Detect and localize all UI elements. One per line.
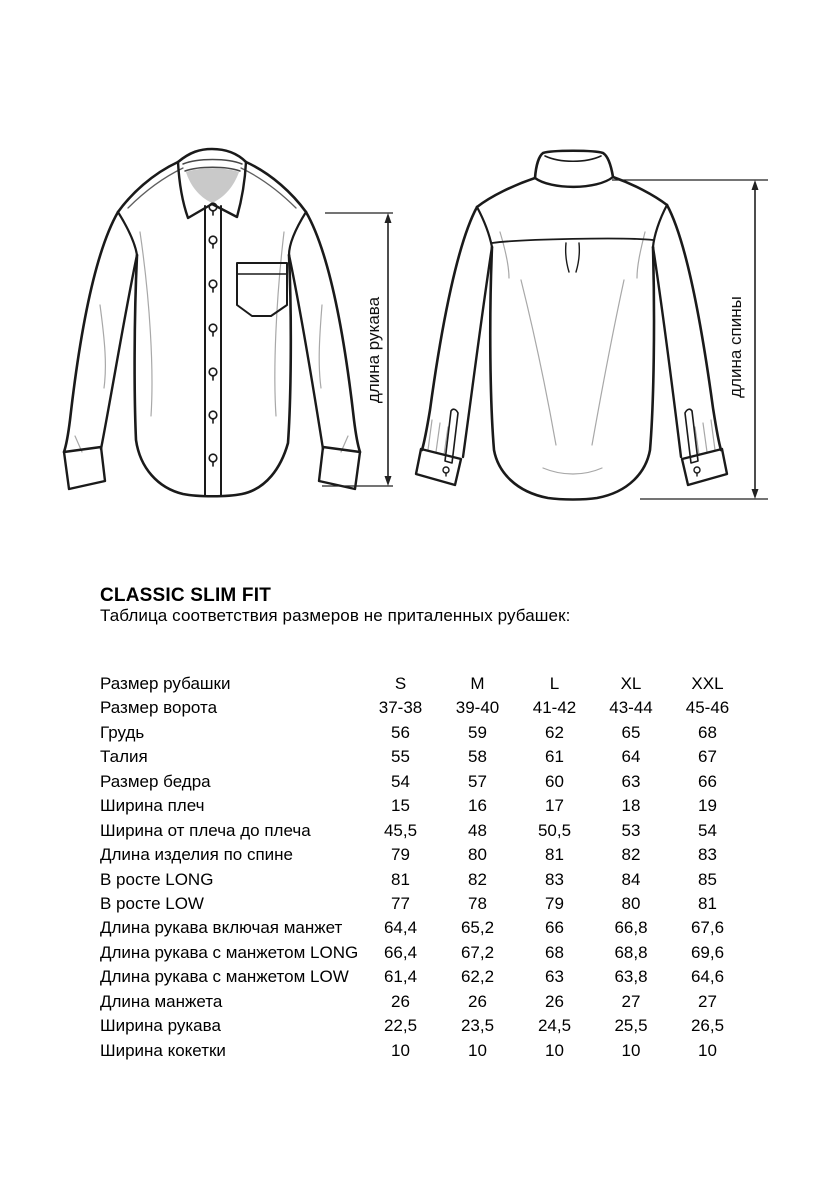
size-value: 54 (698, 820, 717, 840)
row-label: Ширина плеч (100, 796, 205, 816)
arrowhead-up-icon (752, 180, 759, 190)
size-value: 67,2 (460, 942, 495, 962)
size-value: 68 (698, 722, 717, 742)
table-row (100, 819, 748, 843)
size-value: 10 (621, 1040, 641, 1060)
page-title: CLASSIC SLIM FIT (100, 585, 272, 606)
size-value: 16 (468, 796, 487, 816)
size-value: 26 (545, 991, 564, 1011)
size-value: 85 (698, 869, 717, 889)
size-value: 81 (391, 869, 410, 889)
size-value: 10 (391, 1040, 410, 1060)
table-row (100, 868, 748, 892)
size-value: 61 (545, 747, 564, 767)
table-row (100, 990, 748, 1014)
size-value: 66,4 (383, 942, 418, 962)
size-value: 43-44 (609, 698, 653, 718)
size-value: 50,5 (537, 820, 572, 840)
size-value: 81 (698, 893, 717, 913)
size-value: 55 (391, 747, 410, 767)
sleeve-length-label: длина рукава (364, 296, 383, 404)
size-value: 81 (545, 845, 564, 865)
size-value: 66,8 (614, 918, 648, 938)
size-table (100, 672, 748, 1063)
table-row (100, 843, 748, 867)
size-value: 67 (698, 747, 717, 767)
size-value: 41-42 (532, 698, 577, 718)
table-row (100, 941, 748, 965)
table-row (100, 965, 748, 989)
size-value: 48 (468, 820, 487, 840)
size-value: 15 (391, 796, 410, 816)
row-label: Длина рукава с манжетом LOW (100, 967, 349, 987)
size-column-header: XL (620, 674, 642, 693)
arrowhead-up-icon (385, 213, 392, 223)
size-value: 37-38 (378, 698, 423, 718)
row-label: Талия (100, 747, 148, 767)
size-value: 26,5 (690, 1016, 725, 1036)
size-value: 10 (468, 1040, 487, 1060)
size-value: 65 (621, 722, 641, 742)
row-label: В росте LONG (100, 869, 214, 889)
size-value: 24,5 (537, 1016, 572, 1036)
size-value: 63,8 (614, 967, 648, 987)
table-row (100, 770, 748, 794)
row-label: В росте LOW (100, 893, 204, 913)
size-value: 63 (545, 967, 564, 987)
size-value: 10 (698, 1040, 717, 1060)
size-column-header: XXL (691, 674, 724, 693)
row-label: Длина рукава включая манжет (100, 918, 343, 938)
size-value: 68,8 (614, 942, 648, 962)
size-value: 82 (468, 869, 487, 889)
page-subtitle: Таблица соответствия размеров не приталенных рубашек: (100, 606, 571, 625)
table-row (100, 745, 748, 769)
row-label: Ширина рукава (100, 1016, 221, 1036)
size-value: 64,6 (690, 967, 725, 987)
arrowhead-down-icon (752, 489, 759, 499)
size-value: 78 (468, 893, 487, 913)
size-value: 66 (545, 918, 564, 938)
table-row (100, 892, 748, 916)
table-row (100, 721, 748, 745)
size-value: 26 (468, 991, 487, 1011)
size-value: 45-46 (685, 698, 730, 718)
table-row (100, 916, 748, 940)
size-value: 80 (468, 845, 487, 865)
size-value: 59 (468, 722, 487, 742)
arrowhead-down-icon (385, 476, 392, 486)
size-value: 64,4 (383, 918, 418, 938)
size-value: 79 (391, 845, 410, 865)
row-label: Ширина кокетки (100, 1040, 226, 1060)
size-value: 62 (545, 722, 564, 742)
row-label: Длина рукава с манжетом LONG (100, 942, 359, 962)
table-header-row (100, 672, 748, 696)
row-label: Длина манжета (100, 991, 223, 1011)
size-value: 82 (621, 845, 641, 865)
size-value: 22,5 (383, 1016, 418, 1036)
size-value: 54 (391, 771, 410, 791)
size-value: 58 (468, 747, 487, 767)
size-value: 19 (698, 796, 717, 816)
row-label: Ширина от плеча до плеча (100, 820, 311, 840)
table-row (100, 1039, 748, 1063)
front-buttons (209, 203, 217, 466)
size-value: 60 (545, 771, 564, 791)
table-row (100, 1014, 748, 1038)
size-value: 63 (621, 771, 641, 791)
size-value: 27 (698, 991, 717, 1011)
size-value: 53 (621, 820, 641, 840)
size-value: 64 (621, 747, 641, 767)
size-value: 23,5 (460, 1016, 495, 1036)
size-value: 77 (391, 893, 410, 913)
size-value: 57 (468, 771, 487, 791)
size-value: 26 (391, 991, 410, 1011)
row-label: Размер бедра (100, 771, 211, 791)
size-value: 83 (545, 869, 564, 889)
size-column-header: M (470, 674, 485, 693)
back-shirt-drawing (416, 151, 727, 500)
front-shirt-drawing (64, 149, 360, 496)
back-length-label: длина спины (726, 296, 745, 398)
size-value: 17 (545, 796, 564, 816)
size-column-header: L (549, 674, 560, 693)
size-value: 66 (698, 771, 717, 791)
table-corner-label: Размер рубашки (100, 674, 231, 693)
size-value: 39-40 (455, 698, 500, 718)
size-column-header: S (394, 674, 407, 693)
size-value: 25,5 (614, 1016, 648, 1036)
row-label: Размер ворота (100, 698, 218, 718)
size-value: 83 (698, 845, 717, 865)
size-value: 61,4 (383, 967, 418, 987)
size-value: 69,6 (690, 942, 725, 962)
size-value: 67,6 (690, 918, 725, 938)
size-value: 62,2 (460, 967, 495, 987)
size-value: 80 (621, 893, 641, 913)
shirt-technical-drawing (0, 0, 826, 575)
size-value: 65,2 (460, 918, 495, 938)
size-value: 18 (621, 796, 641, 816)
size-value: 68 (545, 942, 564, 962)
table-row (100, 794, 748, 818)
size-value: 10 (545, 1040, 564, 1060)
size-value: 84 (621, 869, 641, 889)
size-value: 79 (545, 893, 564, 913)
table-row (100, 696, 748, 720)
size-value: 45,5 (383, 820, 418, 840)
size-value: 56 (391, 722, 410, 742)
row-label: Длина изделия по спине (100, 845, 293, 865)
row-label: Грудь (100, 722, 145, 742)
size-value: 27 (621, 991, 641, 1011)
